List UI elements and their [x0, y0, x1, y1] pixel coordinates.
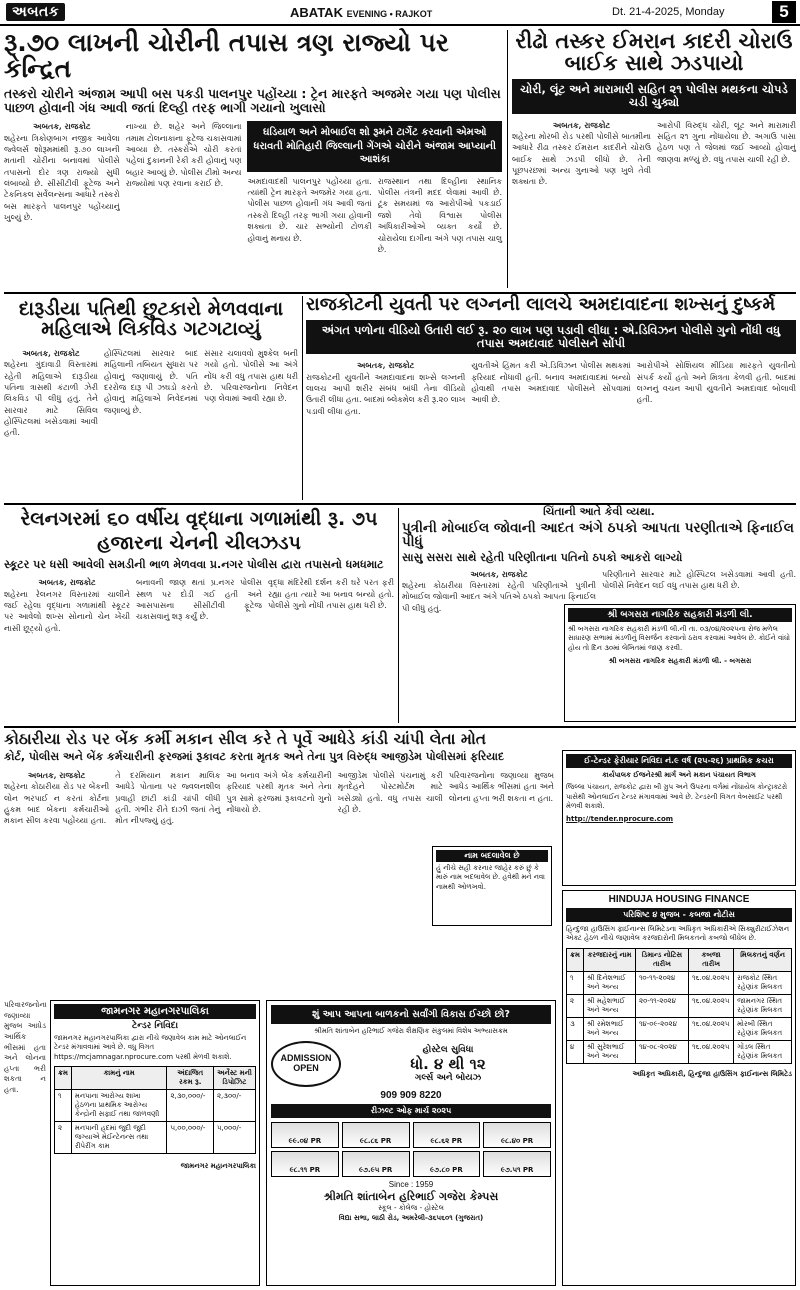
lead-inset: ઘડિયાળ અને મોબાઈલ શો રૂમને ટાર્ગેટ કરવાની એમઓ ધરાવતી મોતિહારી જિલ્લાની ગેંગએ ચોરીને અંજામ આપ્યાની આશંકા	[247, 121, 502, 172]
lead-col-2: નાખ્યા છે. શહેર અને જિલ્લાના તમામ ટોલનાકાના ફૂટેજ ચકાસવામાં આવ્યા છે. તસ્કરોએ ચોરી કરતાં પહેલાં દુકાનની રેકી કરી હોવાનું પણ બહાર આવ્યું છે. પોલીસ ટીમો અન્ય રાજ્યોમાં પણ રવાના કરાઈ છે.	[125, 122, 242, 189]
admission-badge[interactable]: ADMISSION OPEN	[271, 1041, 341, 1087]
page-number: 5	[772, 1, 796, 23]
lead-col-3: અમદાવાદથી પાલનપુર પહોંચ્યા હતા. ત્યાંથી ટ્રેન મારફતે અજમેર ગયા હતા. પોલીસ પાછળ હોવાની ગંધ આવી જતાં તસ્કરો દિલ્હી તરફ ભાગી ગયા હોવાની શક્યતા છે. ચાર સભ્યોની ટોળકી હોવાનું મનાય છે.	[247, 176, 372, 243]
bank-col-2: તે દરમિયાન મકાન માલિક આધેડે પોતાના પર જ્વલનશીલ પ્રવાહી છાંટી કાંડી ચાંપી લીધી હતી. ગંભીર રીતે દાઝી જતાં તેનું મોત નીપજ્યું હતું.	[115, 770, 221, 826]
panchayat-org: કાર્યપાલક ઈજનેરશ્રી માર્ગ અને મકાન પંચાયત વિભાગ	[602, 771, 756, 779]
liquor-text-1: શહેરના ગુંદાવાડી વિસ્તારમાં રહેતી મહિલાએ દારૂડીયા પતિના ત્રાસથી કંટાળી ઝેરી લિકવિડ પી લીધું હતું. તેને સારવાર માટે સિવિલ હોસ્પિટલમાં ખસેડવામાં આવી હતી.	[4, 360, 98, 438]
hinduja-footer: અધિકૃત અધિકારી, હિન્દુજા હાઉસિંગ ફાઈનાન્સ લિમિટેડ	[632, 1069, 792, 1078]
right-headline: રીઢો તસ્કર ઈમરાન કાદરી ચોરાઉ બાઈક સાથે ઝડપાયો	[515, 29, 793, 76]
table-cell: મોરબી સ્થિત રહેણાંક મિલકત	[734, 1017, 792, 1040]
topper-card: ૯૮.૬૨ PR	[413, 1122, 481, 1148]
panchayat-body: જિલ્લા પંચાયત, રાજકોટ દ્વારા બી ગ્રુપ અને ઉપરના વર્ગમાં નોંધાયેલ કોન્ટ્રાક્ટરો પાસેથી ઓનલાઈન ટેન્ડર મંગાવવામાં આવે છે. ટેન્ડરની વિગત વેબસાઈટ પરથી મેળવી શકાશે.	[566, 783, 788, 811]
table-cell: શ્રી મહેશભાઈ અને અન્ય	[583, 994, 635, 1017]
result-banner: રીઝલ્ટ ઓફ માર્ચ ૨૦૨૫	[271, 1104, 551, 1118]
left-sliver-column	[4, 1000, 46, 1286]
bagasara-body: શ્રી બગસરા નાગરિક સહકારી મંડળી લી.ની તા. ૦૩/૦૪/૨૦૨૫ના રોજ મળેલ સાધારણ સભામાં મંડળીનું વિસર્જન કરવાનો ઠરાવ કરવામાં આવેલ છે. કોઈને વાંધો હોય તો દિન ૩૦માં લેખિતમાં જાણ કરવી.	[568, 625, 791, 652]
table-cell: ૧૦-૧૧-૨૦૨૪	[636, 971, 689, 994]
right-col-1	[512, 120, 651, 188]
chain-col-1	[4, 577, 130, 634]
table-cell: ૨	[567, 994, 584, 1017]
right-subhead: ચોરી, લૂંટ અને મારામારી સહિત ૨૧ પોલીસ મથકના ચોપડે ચડી ચુક્યો	[512, 79, 796, 113]
lead-center	[247, 121, 502, 255]
rajkot-col-2: યુવતીએ હિંમત કરી એ.ડિવિઝન પોલીસ મથકમાં ફરિયાદ નોંધાવી હતી. બનાવ અમદાવાદમાં બન્યો હોવાથી તપાસ અમદાવાદ પોલીસને સોંપવામાં આવી છે.	[471, 361, 631, 405]
chain-headline: રેલનગરમાં ૬૦ વર્ષીય વૃદ્ધાના ગળામાંથી રૂ. ૭૫ હજારના ચેનની ચીલઝડપ	[20, 508, 378, 554]
hostel-box	[345, 1045, 551, 1083]
bagasara-notice	[564, 604, 796, 722]
liquor-col-1	[4, 348, 98, 439]
lead-headline: રૂ.૭૦ લાખની ચોરીની તપાસ ત્રણ રાજ્યો પર કેન્દ્રિત	[4, 28, 449, 84]
bank-col-5: પરિવારજનોના જણાવ્યા મુજબ આધેડ આર્થિક ભીંસમાં હતા અને લોનના હપ્તા ભરી શકતા ન હતા.	[448, 770, 555, 803]
hinduja-table	[566, 948, 792, 1064]
rajkot-headline: રાજકોટની યુવતી પર લગ્નની લાલચે અમદાવાદના શખ્સનું દુષ્કર્મ	[306, 294, 776, 315]
bank-subhead: કોર્ટ, પોલીસ અને બેંક કર્મચારીની ફરજમાં રૂકાવટ કરતા મૃતક અને તેના પુત્ર વિરુદ્ધ આજીડેમ પોલીસમાં ફરિયાદ	[4, 750, 505, 764]
table-cell: ગોંડલ સ્થિત રહેણાંક મિલકત	[734, 1040, 792, 1063]
school-line: શ્રીમતિ શાંતાબેન હરિભાઈ ગજેરા શૈક્ષણિક સંકુલમાં વિશેષ અભ્યાસક્રમ	[314, 1027, 508, 1035]
table-cell: ૧૪-૦૮-૨૦૨૪	[636, 1040, 689, 1063]
right-story	[512, 30, 796, 290]
topper-card: ૯૭.૯૫ PR	[342, 1151, 410, 1177]
chain-dateline: અબતક, રાજકોટ	[38, 577, 96, 588]
jamnagar-subtitle: ટેન્ડર નિવિદા	[131, 1021, 179, 1031]
topper-card: ૯૮.૪૦ PR	[483, 1122, 551, 1148]
jamnagar-title: જામનગર મહાનગરપાલિકા	[54, 1004, 256, 1019]
name-change-title: નામ બદલાવેલ છે	[436, 850, 548, 862]
table-cell: જામનગર સ્થિત રહેણાંક મિલકત	[734, 994, 792, 1017]
rajkot-col-1	[306, 360, 465, 417]
masthead-logo: અબતક	[6, 3, 65, 21]
chain-text-1: શહેરના રેલનગર વિસ્તારમાં ચાલીને જઈ રહેલા વૃદ્ધાના ગળામાંથી સ્કૂટર પર આવેલો શખ્સ સોનાનો ચેન ખેંચી નાસી છૂટ્યો હતો.	[4, 589, 130, 633]
mobile-kicker: ચિંતાની આતે કેવી વ્યથા.	[543, 505, 655, 518]
topper-card: ૯૮.૧૧ PR	[271, 1151, 339, 1177]
chain-col-3: વૃદ્ધા મંદિરેથી દર્શન કરી ઘરે પરત ફરી રહ્યા હતા ત્યારે આ બનાવ બન્યો હતો. પોલીસે ગુનો નોંધી તપાસ હાથ ધરી છે.	[268, 578, 394, 610]
hinduja-notice	[562, 890, 796, 1286]
jamnagar-notice	[50, 1000, 260, 1286]
hinduja-header-0: ક્રમ	[567, 948, 584, 971]
masthead-edition: EVENING • RAJKOT	[346, 9, 433, 19]
topper-card: ૯૭.૫૧ PR	[483, 1151, 551, 1177]
rajkot-text-1: રાજકોટની યુવતીને અમદાવાદના શખ્સે લગ્નની લાલચ આપી શરીર સંબંધ બાંધી તેના વીડિયો ઉતારી લીધા હતા. બાદમાં બ્લેકમેલ કરી રૂ.૨૦ લાખ પડાવી લીધા હતા.	[306, 372, 466, 416]
table-cell: ૨,૩૦૦/-	[213, 1090, 255, 1122]
sliver-text: પરિવારજનોના જણાવ્યા મુજબ આધેડ આર્થિક ભીંસમાં હતા અને લોનના હપ્તા ભરી શકતા ન હતા.	[4, 1000, 47, 1095]
gender-label: ગર્લ્સ અને બોયઝ	[414, 1073, 482, 1084]
school-phone[interactable]: 909 909 8220	[380, 1090, 442, 1102]
liquor-headline: દારૂડીયા પતિથી છુટકારો મેળવવાના મહિલાએ લિકવિડ ગટગટાવ્યું	[18, 298, 284, 340]
right-text-1: શહેરના મોરબી રોડ પરથી પોલીસે બાતમીના આધારે રીઢા તસ્કર ઈમરાન કાદરીને ચોરાઉ બાઈક સાથે ઝડપી લીધો છે. તેની પૂછપરછમાં અન્ય ગુનાઓ પણ ખુલે તેવી શક્યતા છે.	[512, 131, 651, 187]
lead-story	[4, 30, 502, 290]
bagasara-title: શ્રી બગસરા નાગરિક સહકારી મંડળી લી.	[568, 608, 792, 622]
table-cell: શ્રી રમેશભાઈ અને અન્ય	[583, 1017, 635, 1040]
panchayat-url[interactable]: http://tender.nprocure.com	[566, 814, 674, 823]
school-brand: શ્રીમતિ શાંતાબેન હરિભાઈ ગજેરા કેમ્પસ	[323, 1190, 499, 1204]
masthead-name: ABATAK	[290, 5, 343, 20]
mobile-dateline: અબતક, રાજકોટ	[470, 568, 528, 579]
masthead-title	[290, 5, 432, 20]
hinduja-title: પરિશિષ્ટ ૪ મુજબ - કબજા નોટીસ	[566, 908, 792, 922]
table-cell: ૨	[55, 1122, 72, 1154]
jamnagar-footer: જામનગર મહાનગરપાલિકા	[180, 1162, 256, 1171]
table-cell: ૪	[567, 1040, 584, 1063]
mobile-headline: પુત્રીની મોબાઈલ જોવાની આદત અંગે ઠપકો આપતા પરણીતાએ ફિનાઈલ પીધું	[402, 519, 794, 550]
chain-col-2: બનાવની જાણ થતાં પ્ર.નગર પોલીસ સ્થળ પર દોડી ગઈ હતી અને આસપાસના સીસીટીવી ફૂટેજ ચકાસવાનું શરૂ કર્યું છે.	[136, 578, 262, 622]
bank-text-1: શહેરના કોઠારીયા રોડ પર બેંકની લોન ભરપાઈ ન કરતાં કોર્ટના હુકમ બાદ બેંકના કર્મચારીઓ મકાન સીલ કરવા પહોંચ્યા હતા.	[4, 782, 110, 826]
mobile-col-2: પરિણીતાને સારવાર માટે હોસ્પિટલ ખસેડવામાં આવી હતી. પોલીસે નિવેદન લઈ વધુ તપાસ હાથ ધરી છે.	[602, 569, 796, 590]
table-row	[567, 1040, 792, 1063]
table-cell: મનપાના આરોગ્ય શાખા હેઠળના પ્રાથમિક આરોગ્ય કેન્દ્રોની સફાઈ તથા જાળવણી	[71, 1090, 167, 1122]
hinduja-header-3: કબજા તારીખ	[689, 948, 734, 971]
hinduja-header-2: ડિમાન્ડ નોટિસ તારીખ	[636, 948, 689, 971]
toppers-grid	[271, 1122, 551, 1177]
hostel-label: હોસ્ટેલ સુવિધા	[422, 1045, 474, 1056]
std-label: ધો. ૪ થી ૧૨	[410, 1055, 486, 1074]
table-cell: ૧૬.૦૪.૨૦૨૫	[689, 971, 734, 994]
school-since: Since : 1959	[388, 1180, 434, 1190]
table-cell: ૧	[567, 971, 584, 994]
table-cell: ૫,૦૦૦/-	[213, 1122, 255, 1154]
rajkot-story	[306, 296, 796, 500]
bank-headline: કોઠારીયા રોડ પર બેંક કર્મી મકાન સીલ કરે તે પૂર્વે આધેડે કાંડી ચાંપી લેતા મોત	[4, 730, 486, 748]
masthead-date: Dt. 21-4-2025, Monday	[612, 6, 725, 18]
topper-card: ૯૮.૮૬ PR	[342, 1122, 410, 1148]
name-change-body: હું નીચે સહી કરનાર જાહેર કરું છું કે મારું નામ બદલાવેલ છે. હવેથી મને નવા નામથી ઓળખવો.	[436, 864, 545, 891]
lead-col-4: રાજસ્થાન તથા દિલ્હીના સ્થાનિક પોલીસ તંત્રની મદદ લેવામાં આવી છે. ટૂંક સમયમાં જ આરોપીઓ પકડાઈ જશે તેવો વિશ્વાસ પોલીસ અધિકારીઓએ વ્યક્ત કર્યો છે. ચોરાયેલા દાગીના અંગે પણ તપાસ ચાલુ છે.	[377, 176, 503, 254]
chain-subhead: સ્કૂટર પર ધસી આવેલી સમડીની ભાળ મેળવવા પ્ર.નગર પોલીસ દ્વારા તપાસનો ધમધમાટ	[4, 557, 384, 571]
topper-card: ૯૭.૮૦ PR	[413, 1151, 481, 1177]
table-row	[567, 971, 792, 994]
lead-col-1	[4, 121, 120, 255]
rajkot-subhead: અંગત પળોના વીડિયો ઉતારી લઈ રૂ. ૨૦ લાખ પણ પડાવી લીધા : એ.ડિવિઝન પોલીસે ગુનો નોંધી વધુ તપાસ અમદાવાદ પોલીસને સોંપી	[306, 320, 796, 354]
name-change-notice	[432, 846, 552, 926]
table-cell: ૧૬.૦૪.૨૦૨૫	[689, 1040, 734, 1063]
bank-col-4: આજીડેમ પોલીસે પંચનામું કરી મૃતદેહને પોસ્ટમોર્ટમ માટે ખસેડ્યો હતો. વધુ તપાસ ચાલી રહી છે.	[337, 770, 443, 814]
right-col-2: આરોપી વિરુદ્ધ ચોરી, લૂંટ અને મારામારી સહિત ૨૧ ગુના નોંધાયેલા છે. અગાઉ પાસા હેઠળ પણ તે જેલમાં જઈ આવ્યો હોવાનું જાણવા મળ્યું છે. વધુ તપાસ ચાલી રહી છે.	[657, 120, 796, 164]
school-ad	[266, 1000, 556, 1286]
mobile-subhead: સાસુ સસરા સાથે રહેતી પરિણીતાના પતિનો ઠપકો આકરો લાગ્યો	[402, 550, 683, 564]
table-row	[55, 1090, 256, 1122]
table-cell: ૫,૦૦,૦૦૦/-	[167, 1122, 214, 1154]
jamnagar-header-1: કામનું નામ	[71, 1067, 167, 1090]
table-cell: ૧	[55, 1090, 72, 1122]
hinduja-brand: HINDUJA HOUSING FINANCE	[608, 894, 750, 905]
mobile-story	[402, 505, 796, 613]
hinduja-intro: હિન્દુજા હાઉસિંગ ફાઈનાન્સ લિમિટેડના અધિકૃત અધિકારીએ સિક્યુરીટાઈઝેશન એક્ટ હેઠળ નીચે જણાવેલ કરજદારોની મિલકતનો કબજો લીધેલ છે.	[566, 925, 790, 943]
liquor-story	[4, 300, 298, 500]
table-cell: શ્રી દિનેશભાઈ અને અન્ય	[583, 971, 635, 994]
table-cell: ૩	[567, 1017, 584, 1040]
table-cell: ૧૬.૦૪.૨૦૨૫	[689, 1017, 734, 1040]
school-address: વિદ્યા સભા, લાઠી રોડ, અમરેલી-૩૬૫૬૦૧ (ગુજરાત)	[338, 1213, 484, 1222]
jamnagar-body: જામનગર મહાનગરપાલિકા દ્વારા નીચે જણાવેલ કામ માટે ઓનલાઈન ટેન્ડર મંગાવવામાં આવે છે. વધુ વિગત https://mcjamnagar.nprocure.com પરથી મેળવી શકાશે.	[54, 1034, 247, 1061]
table-cell: શ્રી સુરેશભાઈ અને અન્ય	[583, 1040, 635, 1063]
liquor-col-2: હોસ્પિટલમાં સારવાર બાદ મહિલાની તબિયત સુધારા પર હોવાનું જણાવાયું છે. પતિ દરરોજ દારૂ પી ઝઘડો કરતો હોવાનું મહિલાએ નિવેદનમાં જણાવ્યું છે.	[104, 348, 198, 415]
bank-col-1	[4, 770, 109, 827]
hinduja-header-1: કરજદારનું નામ	[583, 948, 635, 971]
panchayat-title: ઈ-ટેન્ડર ફેરીયાર નિવિદા નં.૯ વર્ષ (૨૫-૨૬) પ્રાથમિક કચરા	[566, 754, 792, 768]
topper-card: ૯૯.૦૪ PR	[271, 1122, 339, 1148]
lead-text-1: શહેરના ત્રિકોણબાગ નજીક આવેલા જ્વેલર્સ શોરૂમમાંથી રૂ.૭૦ લાખની મતાની ચોરીના બનાવમાં પોલીસે તપાસનો દોર ત્રણ રાજ્યો સુધી લંબાવ્યો છે. સીસીટીવી ફૂટેજ અને ટેકનિકલ સર્વેલન્સના આધારે તસ્કરો બસ મારફતે પાલનપુર પહોંચ્યાનું ખુલ્યું છે.	[4, 133, 120, 223]
table-row	[55, 1122, 256, 1154]
jamnagar-header-2: અંદાજિત રકમ રૂ.	[167, 1067, 214, 1090]
bank-col-3: આ બનાવ અંગે બેંક કર્મચારીની ફરિયાદ પરથી મૃતક અને તેના પુત્ર સામે ફરજમાં રૂકાવટનો ગુનો નોંધાયો છે.	[226, 770, 332, 814]
jamnagar-header-3: અર્નેસ્ટ મની ડિપોઝિટ	[213, 1067, 255, 1090]
masthead	[0, 0, 800, 26]
table-cell: રાજકોટ સ્થિત રહેણાંક મિલકત	[734, 971, 792, 994]
table-cell: ૨,૩૦,૦૦૦/-	[167, 1090, 214, 1122]
table-row	[567, 994, 792, 1017]
bagasara-footer: શ્રી બગસરા નાગરિક સહકારી મંડળી લી. - બગસરા	[608, 657, 752, 666]
table-cell: મનપાની હદમાં જુદી જુદી જગ્યાએ મેઈન્ટેનન્સ તથા રીપેરીંગ કામ	[71, 1122, 167, 1154]
hinduja-header-4: મિલકતનું વર્ણન	[734, 948, 792, 971]
table-row	[567, 1017, 792, 1040]
lead-subhead: તસ્કરો ચોરીને અંજામ આપી બસ પકડી પાલનપુર પહોંચ્યા : ટ્રેન મારફતે અજમેર ગયા પણ પોલીસ પાછળ હોવાની ગંધ આવી જતાં દિલ્હી તરફ ભાગી ગયાનો ખુલાસો	[4, 85, 501, 115]
mobile-text-1: શહેરના કોઠારીયા વિસ્તારમાં રહેતી પરિણીતાએ પુત્રીની મોબાઈલ જોવાની આદત અંગે પતિએ ઠપકો આપતા ફિનાઈલ પી લીધું હતું.	[402, 580, 596, 613]
panchayat-notice	[562, 750, 796, 886]
table-cell: ૨૦-૧૧-૨૦૨૪	[636, 994, 689, 1017]
jamnagar-table	[54, 1066, 256, 1154]
jamnagar-header-0: ક્રમ	[55, 1067, 72, 1090]
right-dateline: અબતક, રાજકોટ	[552, 119, 611, 130]
table-cell: ૧૬.૦૪.૨૦૨૫	[689, 994, 734, 1017]
liquor-dateline: અબતક, રાજકોટ	[22, 347, 80, 358]
liquor-col-3: સંસાર ચલાવવો મુશ્કેલ બની ગયો હતો. પોલીસે આ અંગે નોંધ કરી વધુ તપાસ હાથ ધરી છે. પરિવારજનોના નિવેદન પણ લેવામાં આવી રહ્યા છે.	[204, 348, 298, 404]
rajkot-dateline: અબતક, રાજકોટ	[356, 360, 415, 371]
chain-story	[4, 508, 394, 723]
table-cell: ૧૪-૦૯-૨૦૨૪	[636, 1017, 689, 1040]
bank-dateline: અબતક, રાજકોટ	[27, 769, 86, 780]
lead-dateline: અબતક, રાજકોટ	[33, 121, 91, 132]
school-question: શું આપ આપના બાળકનો સર્વાંગી વિકાસ ઈચ્છો છો?	[271, 1005, 551, 1024]
rajkot-col-3: આરોપીએ સોશિયલ મીડિયા મારફતે યુવતીનો સંપર્ક કર્યો હતો અને મિત્રતા કેળવી હતી. બાદમાં લગ્નનું વચન આપી યુવતીને અમદાવાદ બોલાવી હતી.	[636, 361, 796, 405]
school-tagline: સ્કૂલ - કોલેજ - હોસ્ટેલ	[378, 1204, 444, 1213]
